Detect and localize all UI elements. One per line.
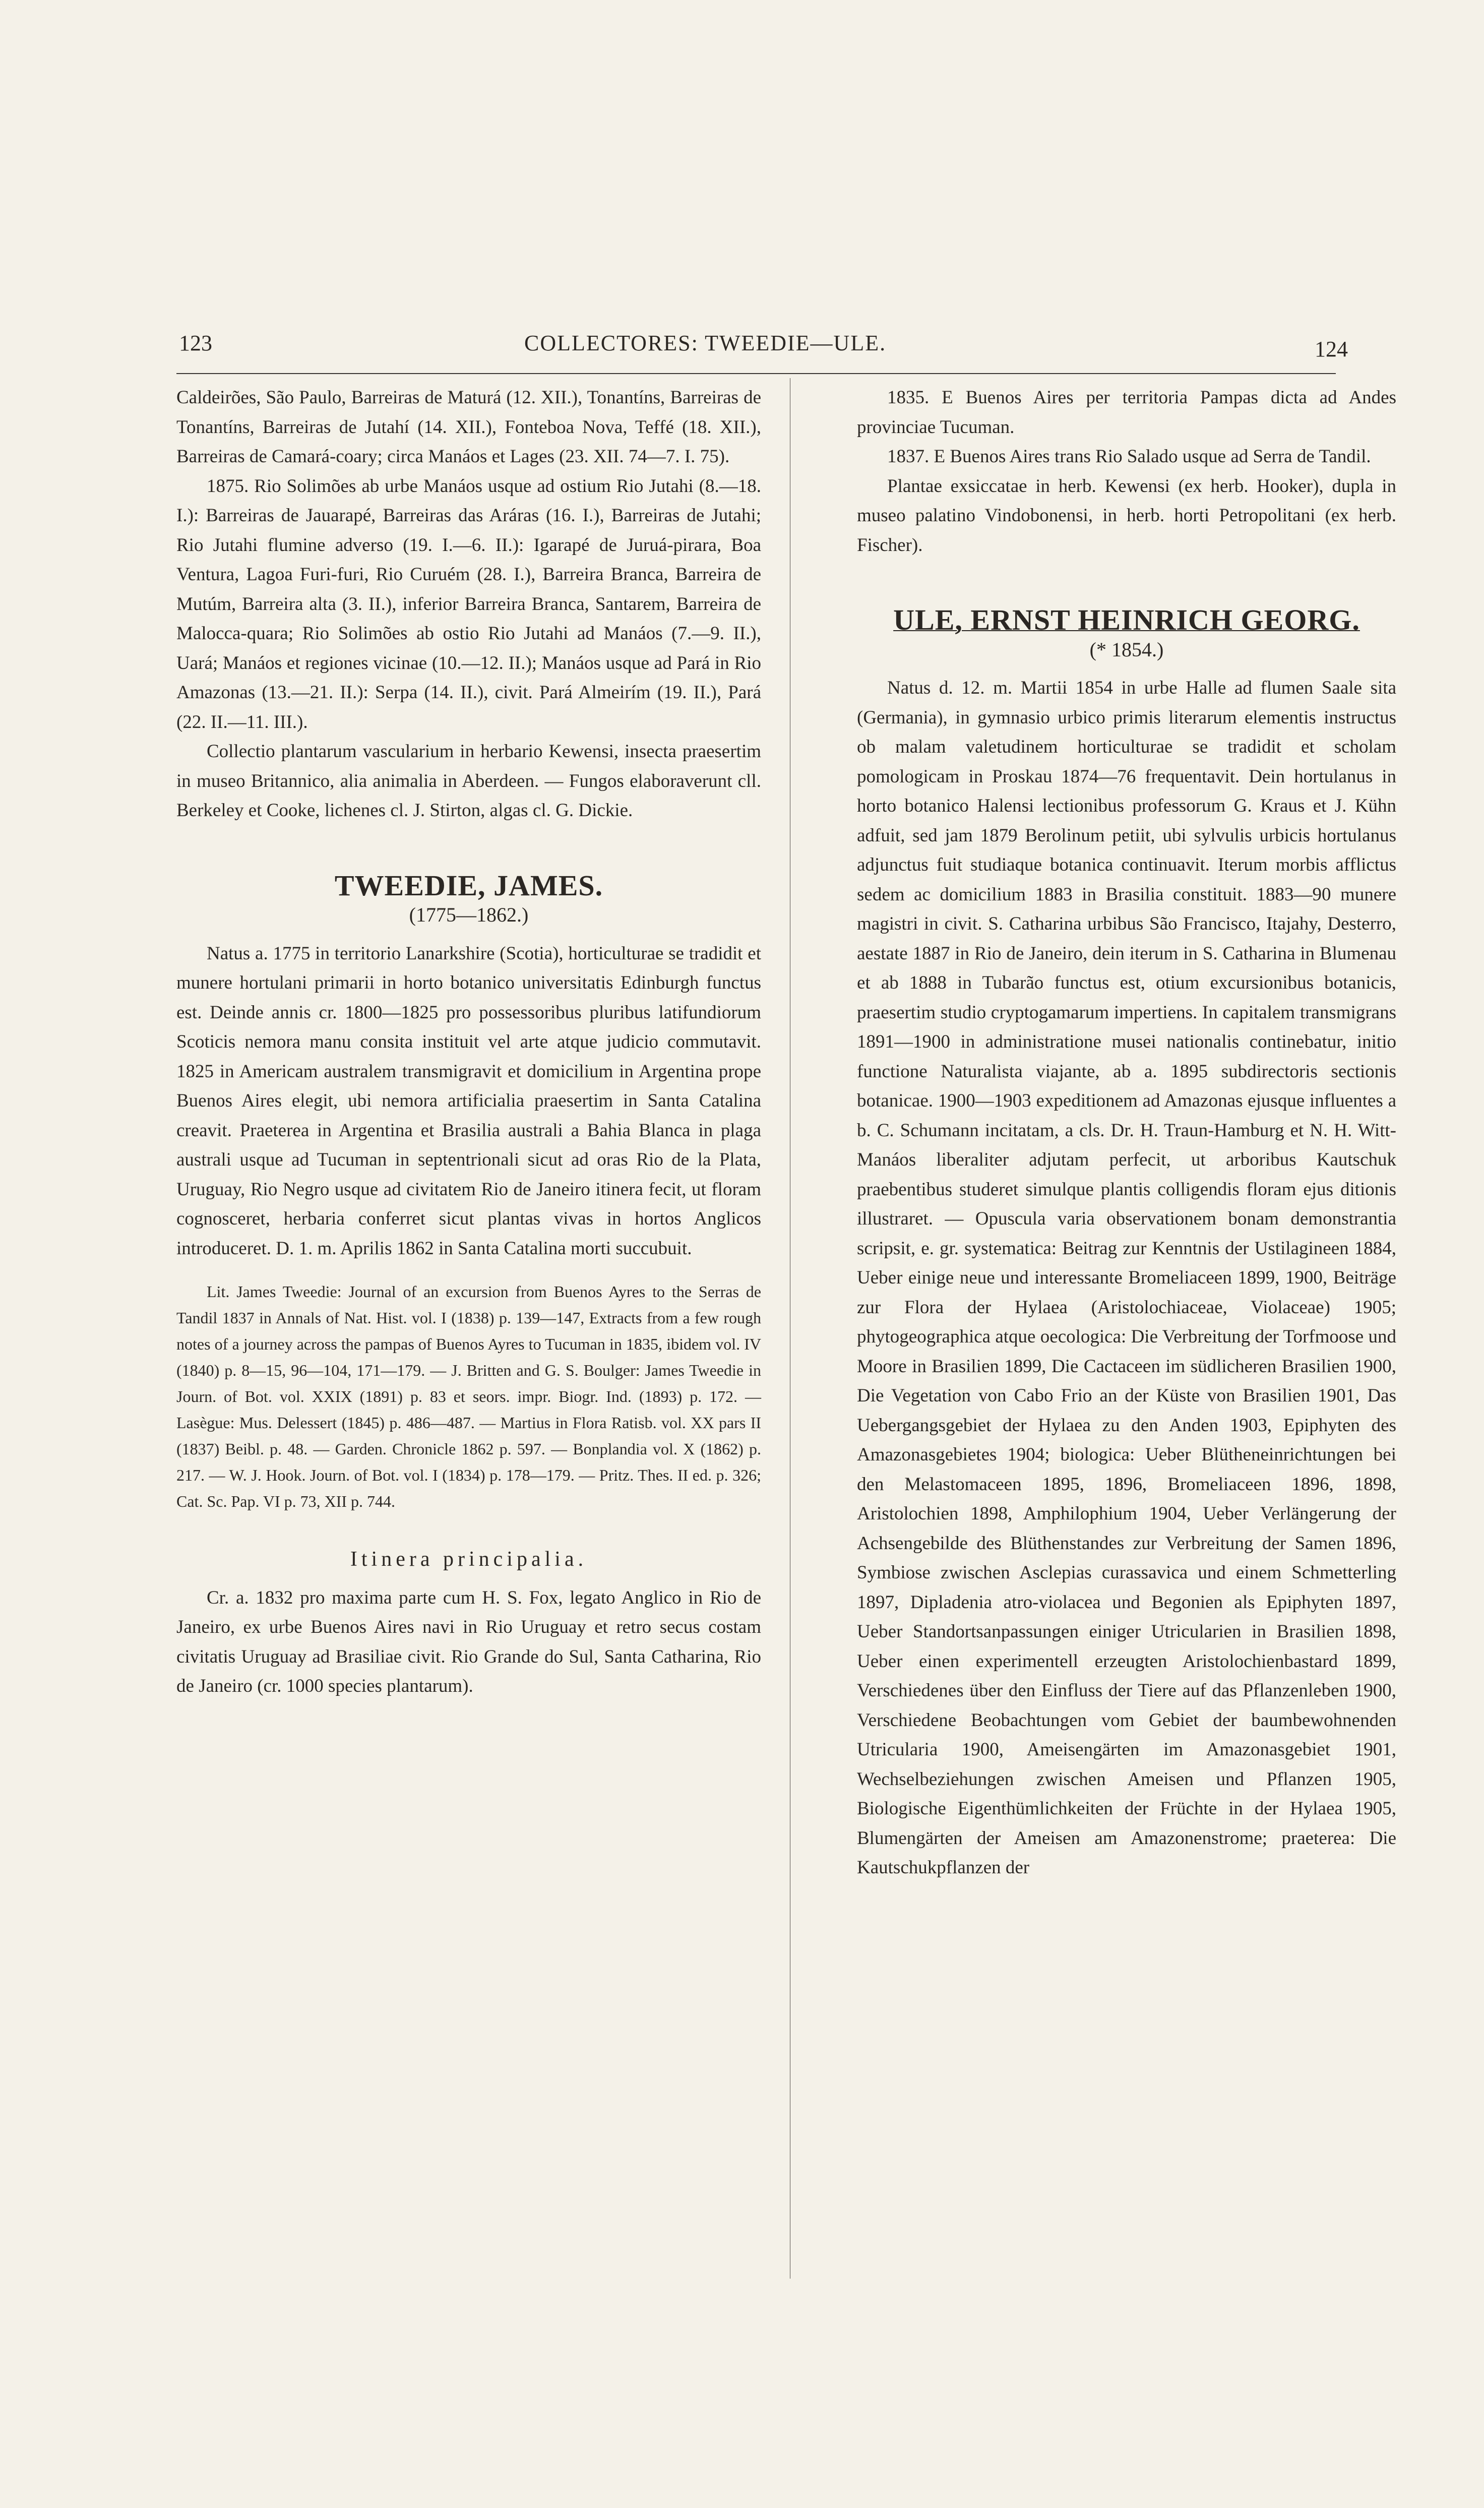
entry-title-tweedie: TWEEDIE, JAMES. xyxy=(334,869,603,902)
paragraph: Caldeirões, São Paulo, Barreiras de Maturá (12. XII.), Tonantíns, Barreiras de Tonantíns, Barreiras de Jutahí (14. XII.), Fonteboa Nova, Teffé (18. XII.), Barreiras de Camará-coary; circa Manáos et Lages (23. XII. 74—7. I. 75). xyxy=(176,387,761,467)
page-number-left: 123 xyxy=(179,331,212,355)
entry-dates-tweedie: (1775—1862.) xyxy=(409,903,529,926)
right-column xyxy=(857,383,1396,1883)
paragraph: Collectio plantarum vascularium in herbario Kewensi, insecta praesertim in museo Britannico, alia animalia in Aberdeen. — Fungos elaboraverunt cll. Berkeley et Cooke, lichenes cl. J. Stirton, algas cl. G. Dickie. xyxy=(176,741,761,821)
running-title: COLLECTORES: TWEEDIE—ULE. xyxy=(524,331,887,355)
left-column xyxy=(176,383,761,1701)
paragraph: Cr. a. 1832 pro maxima parte cum H. S. Fox, legato Anglico in Rio de Janeiro, ex urbe Buenos Aires navi in Rio Uruguay et retro secus costam civitatis Uruguay ad Brasiliae civit. Rio Grande do Sul, Santa Catharina, Rio de Janeiro (cr. 1000 species plantarum). xyxy=(176,1587,761,1696)
paragraph: Natus a. 1775 in territorio Lanarkshire (Scotia), horticulturae se tradidit et munere hortulani primarii in horto botanico universitatis Edinburgh functus est. Deinde annis cr. 1800—1825 pro possessoribus pluribus latifundiorum Scoticis nemora manu consita instituit vel arte atque judicio commutavit. 1825 in Americam australem transmigravit et domicilium in Argentina prope Buenos Aires elegit, ubi nemora artificialia praesertim in Santa Catalina creavit. Praeterea in Argentina et Brasilia australi a Bahia Blanca in plaga australi usque ad Tucuman in septentrionali sicut ad oras Rio de la Plata, Uruguay, Rio Negro usque ad civitatem Rio de Janeiro itinera fecit, ut floram cognosceret, herbaria conferret sicut plantas vivas in hortos Anglicos introduceret. D. 1. m. Aprilis 1862 in Santa Catalina morti succubuit. xyxy=(176,943,761,1259)
literature-block xyxy=(176,1278,761,1514)
header-rule xyxy=(176,373,1336,374)
paragraph: Natus d. 12. m. Martii 1854 in urbe Halle ad flumen Saale sita (Germania), in gymnasio urbico primis literarum elementis instructus ob malam valetudinem horticulturae se tradidit et scholam pomologicam in Proskau 1874—76 frequentavit. Dein hortulanus in horto botanico Halensi lectionibus professorum G. Kraus et J. Kühn adfuit, sed jam 1879 Berolinum petiit, ubi sylvulis urbicis hortulanus adjunctus fuit studiaque botanica continuavit. Iterum morbis afflictus sedem ac domicilium 1883 in Brasilia constituit. 1883—90 munere magistri in civit. S. Catharina urbibus São Francisco, Itajahy, Desterro, aestate 1887 in Rio de Janeiro, dein iterum in S. Catharina in Blumenau et ab 1888 in Tubarão functus est, otium excursionibus botanicis, praesertim studio cryptogamarum impertiens. In capitalem transmigrans 1891—1900 in administratione musei nationalis continebatur, initio functione Naturalista viajante, ab a. 1895 subdirectoris sectionis botanicae. 1900—1903 expeditionem ad Amazonas ejusque influentes a b. C. Schumann incitatam, a cls. Dr. H. Traun-Hamburg et N. H. Witt-Manáos liberaliter adjutam perfecit, ut arboribus Kautschuk praebentibus studeret simulque plantis colligendis floram ejus ditionis illustraret. — Opuscula varia observationem bonam demonstrantia scripsit, e. gr. systematica: Beitrag zur Kenntnis der Ustilagineen 1884, Ueber einige neue und interessante Bromeliaceen 1899, 1900, Beiträge zur Flora der Hylaea (Aristolochiaceae, Violaceae) 1905; phytogeographica atque oecologica: Die Verbreitung der Torfmoose und Moore in Brasilien 1899, Die Cactaceen im südlicheren Brasilien 1900, Die Vegetation von Cabo Frio an der Küste von Brasilien 1901, Das Uebergangsgebiet der Hylaea zu den Anden 1903, Epiphyten des Amazonasgebietes 1904; biologica: Ueber Blütheneinrichtungen bei den Melastomaceen 1895, 1896, Bromeliaceen 1896, 1898, Aristolochien 1898, Amphilophium 1904, Ueber Verlängerung der Achsengebilde des Blüthenstandes zur Verbreitung der Samen 1896, Symbiose zwischen Asclepias curassavica und einem Schmetterling 1897, Dipladenia atro-violacea und Begonien als Epiphyten 1897, Ueber Standortsanpassungen einiger Utricularien in Brasilien 1898, Ueber einen experimentell erzeugten Aristolochienbastard 1899, Verschiedenes über den Einfluss der Tiere auf das Pflanzenleben 1900, Verschiedene Beobachtungen vom Gebiet der baumbewohnenden Utricularia 1900, Ameisengärten im Amazonasgebiet 1901, Wechselbeziehungen zwischen Ameisen und Pflanzen 1905, Biologische Eigenthümlichkeiten der Früchte in der Hylaea 1905, Blumengärten der Ameisen am Amazonenstrome; praeterea: Die Kautschukpflanzen der xyxy=(857,678,1396,1878)
subheading-itinera: Itinera principalia. xyxy=(350,1548,588,1571)
paragraph: 1837. E Buenos Aires trans Rio Salado usque ad Serra de Tandil. xyxy=(887,446,1371,467)
paragraph: 1835. E Buenos Aires per territoria Pampas dicta ad Andes provinciae Tucuman. xyxy=(857,387,1396,438)
page-header xyxy=(0,330,1484,371)
page-number-right: 124 xyxy=(1315,337,1348,361)
literature-text: Lit. James Tweedie: Journal of an excursion from Buenos Ayres to the Serras de Tandil 1837 in Annals of Nat. Hist. vol. I (1838) p. 139—147, Extracts from a few rough notes of a journey across the pampas of Buenos Ayres to Tucuman in 1835, ibidem vol. IV (1840) p. 8—15, 96—104, 171—179. — J. Britten and G. S. Boulger: James Tweedie in Journ. of Bot. vol. XXIX (1891) p. 83 et seors. impr. Biogr. Ind. (1893) p. 172. — Lasègue: Mus. Delessert (1845) p. 486—487. — Martius in Flora Ratisb. vol. XX pars II (1837) Beibl. p. 48. — Garden. Chronicle 1862 p. 597. — Bonplandia vol. X (1862) p. 217. — W. J. Hook. Journ. of Bot. vol. I (1834) p. 178—179. — Pritz. Thes. II ed. p. 326; Cat. Sc. Pap. VI p. 73, XII p. 744. xyxy=(176,1282,761,1510)
entry-dates-ule: (* 1854.) xyxy=(1089,638,1164,661)
entry-title-ule: ULE, ERNST HEINRICH GEORG. xyxy=(893,603,1360,636)
paragraph: Plantae exsiccatae in herb. Kewensi (ex herb. Hooker), dupla in museo palatino Vindobonensi, in herb. horti Petropolitani (ex herb. Fischer). xyxy=(857,475,1396,556)
paragraph: 1875. Rio Solimões ab urbe Manáos usque ad ostium Rio Jutahi (8.—18. I.): Barreiras de Jauarapé, Barreiras das Aráras (16. I.), Barreiras de Jutahi; Rio Jutahi flumine adverso (19. I.—6. II.): Igarapé de Juruá-pirara, Boa Ventura, Lagoa Furi-furi, Rio Curuém (28. I.), Barreira Branca, Barreira de Mutúm, Barreira alta (3. II.), inferior Barreira Branca, Santarem, Barreira de Malocca-quara; Rio Solimões ab ostio Rio Jutahi ad Manáos (7.—9. II.), Uará; Manáos et regiones vicinae (10.—12. II.); Manáos usque ad Pará in Rio Amazonas (13.—21. II.): Serpa (14. II.), civit. Pará Almeirím (19. II.), Pará (22. II.—11. III.). xyxy=(176,475,761,732)
